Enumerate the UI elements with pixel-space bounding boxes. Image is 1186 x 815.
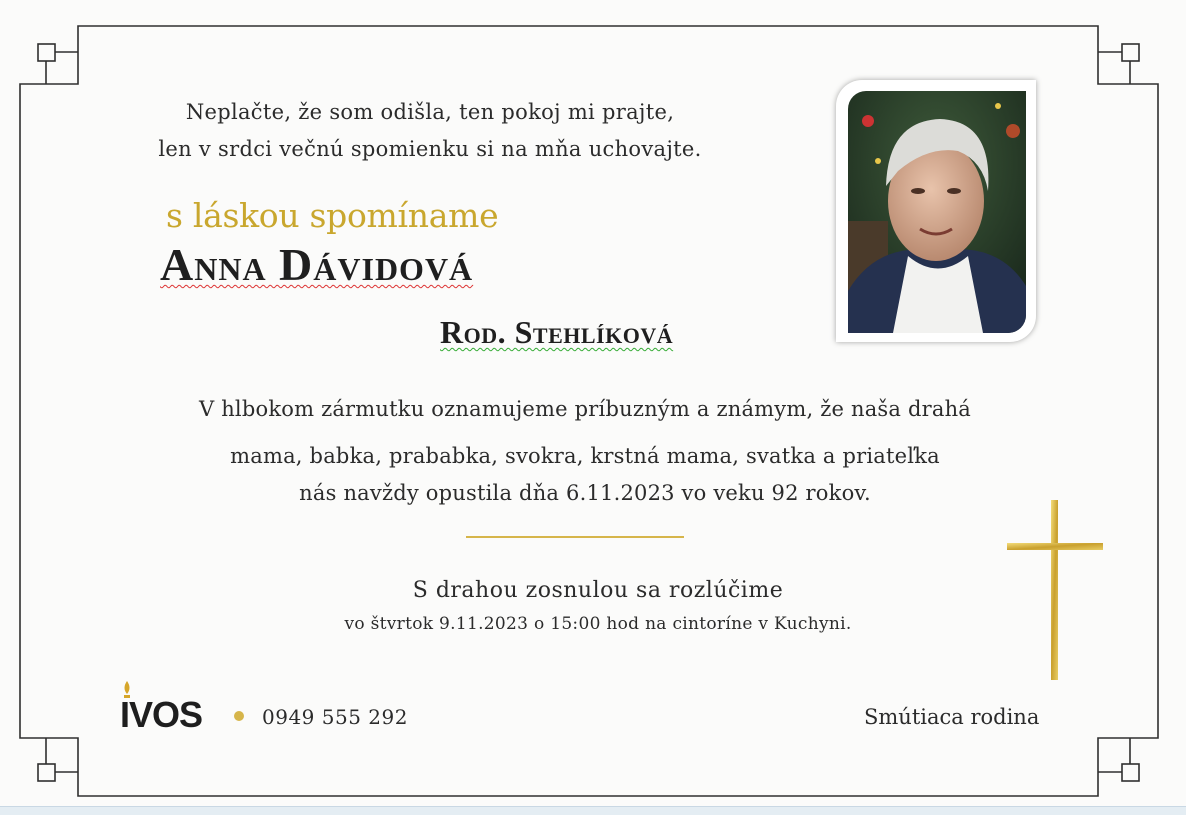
signature: Smútiaca rodina: [864, 705, 1040, 729]
remembrance-heading: s láskou spomíname: [166, 196, 499, 235]
maiden-name-text: Rod. Stehlíková: [440, 314, 674, 350]
announcement-line-2: mama, babka, prababka, svokra, krstná mama, svatka a priateľka: [230, 444, 940, 468]
ivos-logo: [118, 678, 248, 737]
opening-verse: [60, 94, 800, 168]
farewell-heading: S drahou zosnulou sa rozlúčime: [412, 578, 784, 603]
verse-line-1: Neplačte, že som odišla, ten pokoj mi prajte,: [185, 100, 675, 124]
cross-icon: [1005, 500, 1105, 682]
deceased-name: Anna Dávidová: [160, 239, 474, 290]
verse-line-2: len v srdci večnú spomienku si na mňa uchovajte.: [158, 137, 702, 161]
announcement-line-1: V hlbokom zármutku oznamujeme príbuzným a známym, že naša drahá: [198, 397, 972, 421]
announcement-line-3: nás navždy opustila dňa 6.11.2023 vo veku 92 rokov.: [299, 481, 871, 505]
gold-dot-icon: [234, 711, 244, 721]
maiden-name: [440, 314, 673, 351]
contact-phone: 0949 555 292: [262, 705, 408, 729]
gold-divider: [466, 536, 684, 538]
logo-text: IVOS: [120, 694, 203, 733]
portrait-photo: [848, 91, 1026, 333]
ceremony-details: vo štvrtok 9.11.2023 o 15:00 hod na cintoríne v Kuchyni.: [344, 614, 852, 634]
